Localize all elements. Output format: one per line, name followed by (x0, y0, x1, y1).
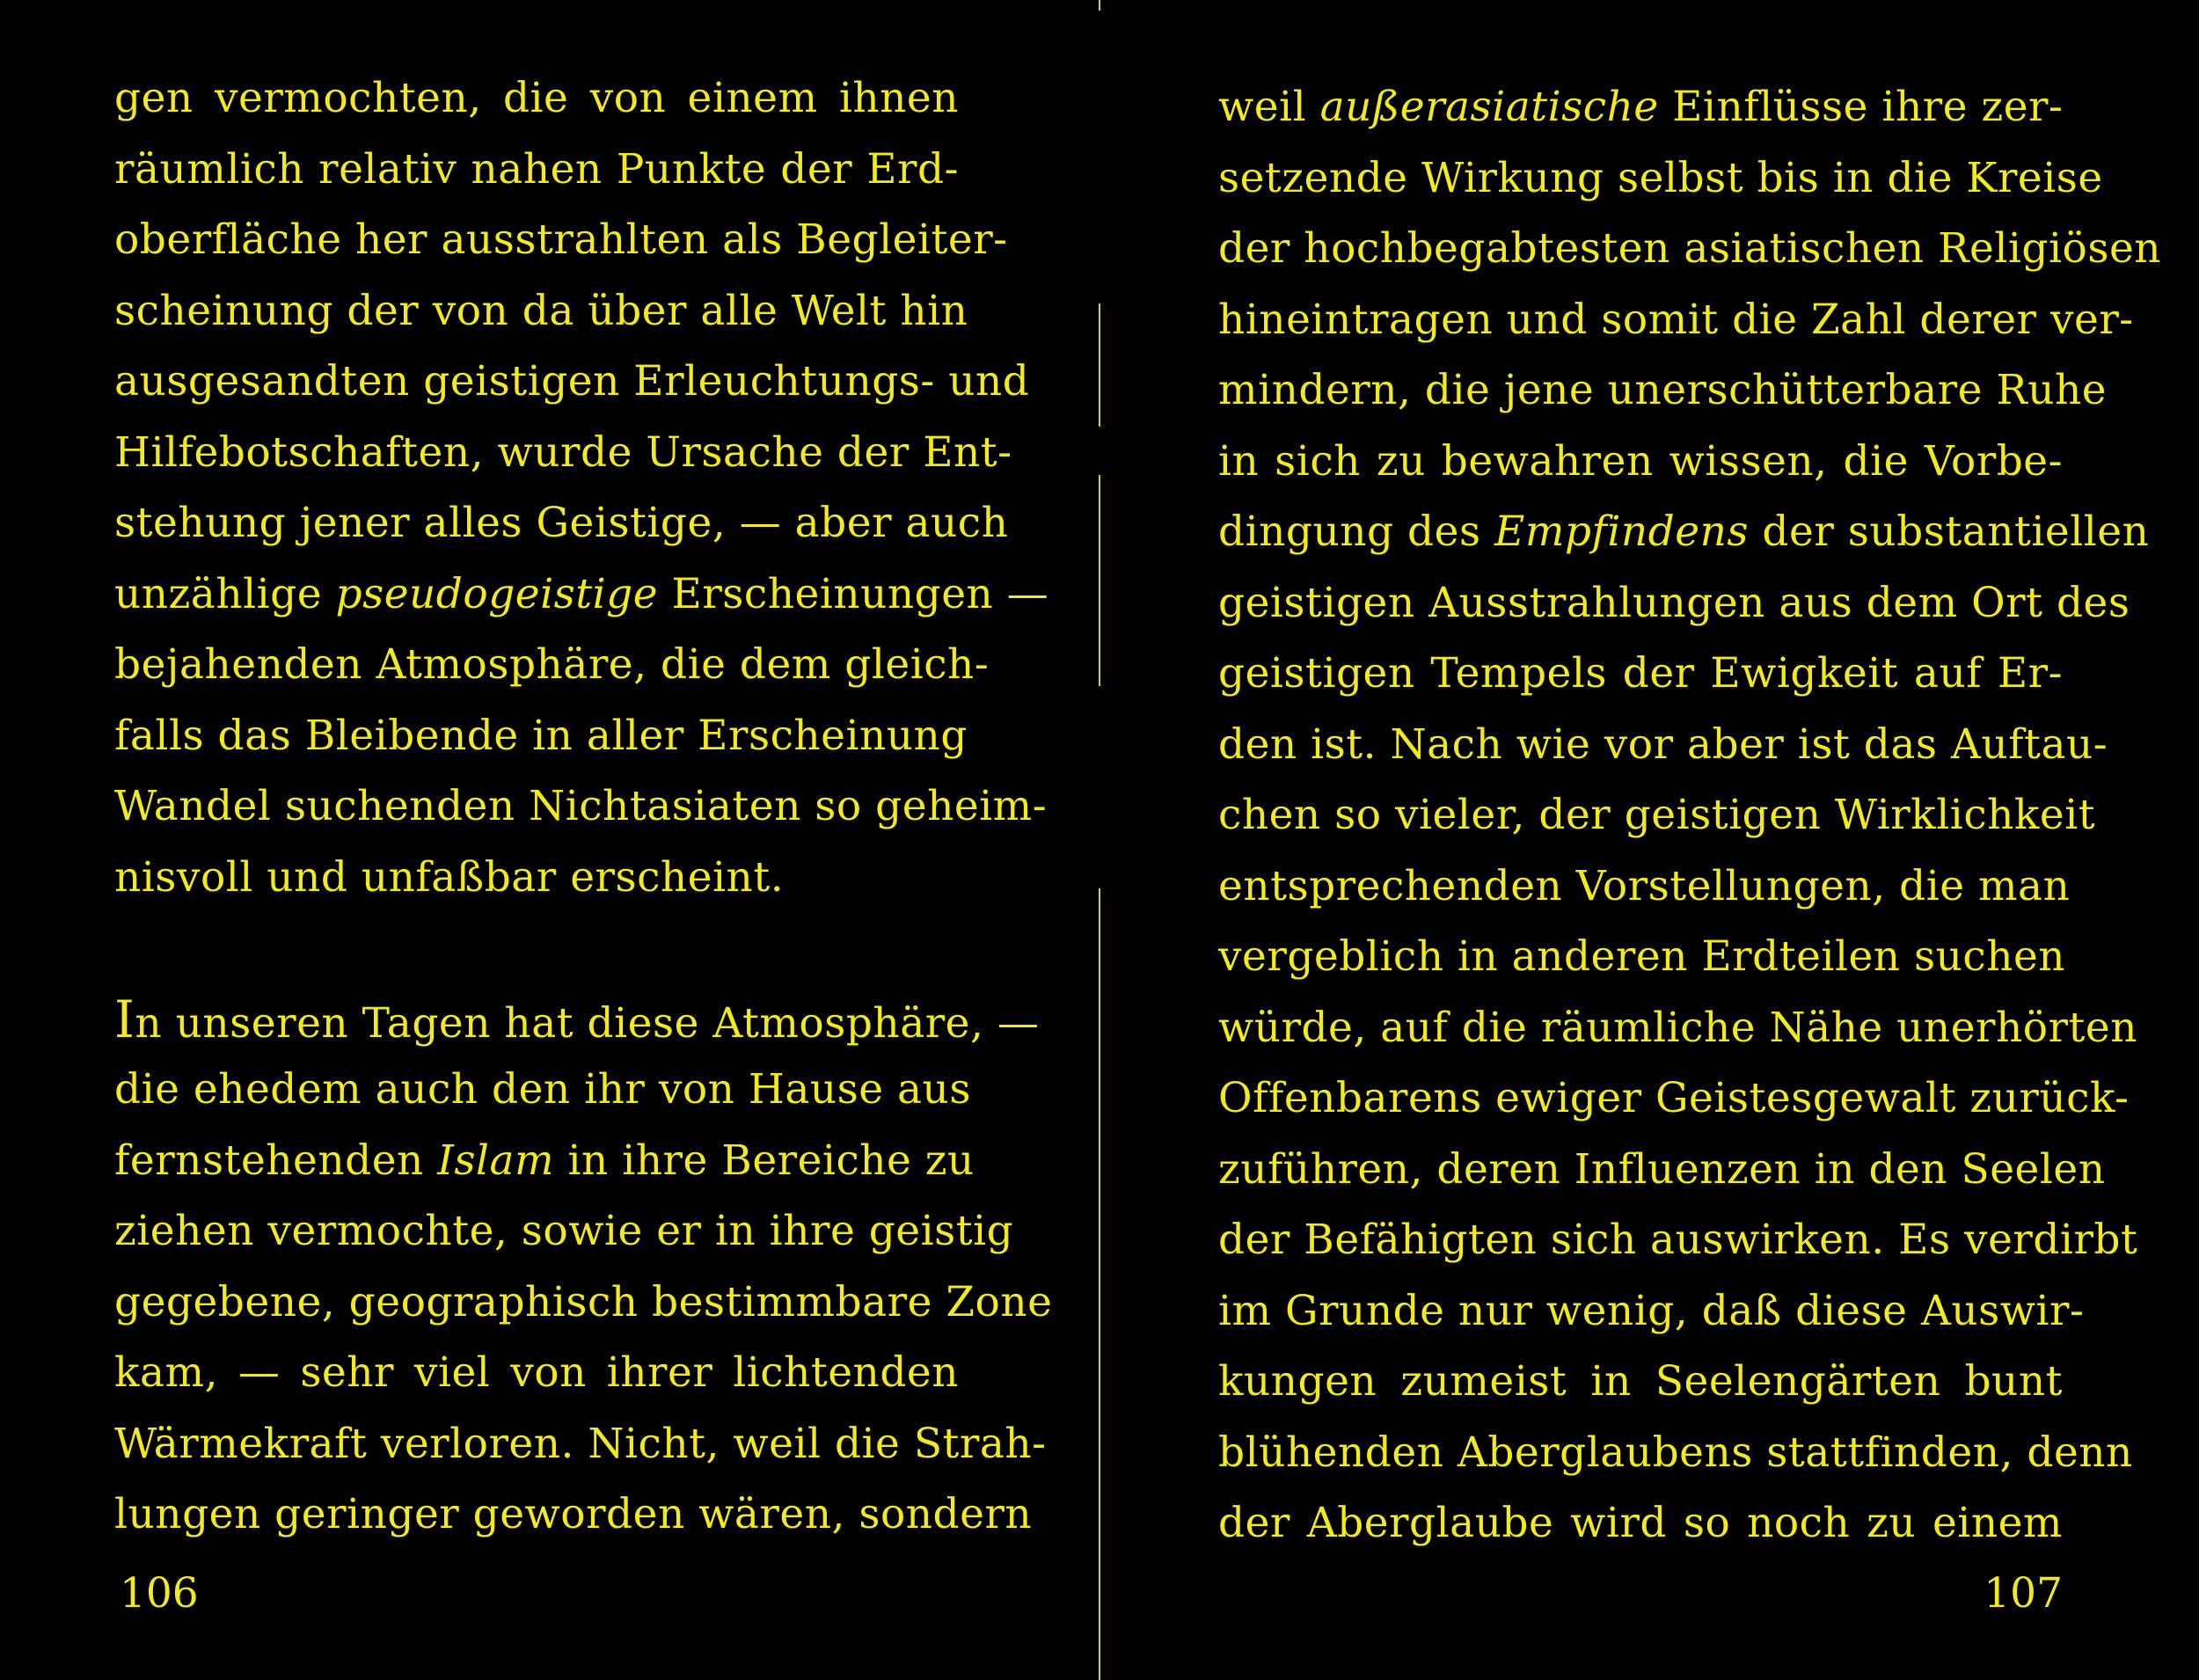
italic-word: pseudogeistige (335, 569, 659, 618)
text-line: zuführen, deren Influenzen in den Seelen (1218, 1144, 2106, 1194)
page-number: 106 (120, 1569, 199, 1618)
text-line: fernstehenden Islam in ihre Bereiche zu (114, 1136, 975, 1185)
text-line: Wärmekraft verloren. Nicht, weil die Strah- (114, 1419, 1047, 1468)
book-gutter (1086, 0, 1113, 1680)
text-line: blühenden Aberglaubens stattfinden, denn (1218, 1428, 2133, 1477)
italic-word: Islam (437, 1136, 555, 1185)
text-line: In unseren Tagen hat diese Atmosphäre, — (114, 989, 1040, 1049)
text-line: gen vermochten, die von einem ihnen (114, 74, 959, 122)
text-line: hineintragen und somit die Zahl derer ver- (1218, 295, 2134, 344)
text-line: Wandel suchenden Nichtasiaten so geheim- (114, 782, 1048, 830)
text-line: geistigen Ausstrahlungen aus dem Ort des (1218, 578, 2130, 627)
text-line: in sich zu bewahren wissen, die Vorbe- (1218, 436, 2063, 486)
paragraph-gap (114, 913, 959, 984)
text-line: nisvoll und unfaßbar erscheint. (114, 852, 785, 902)
gutter-line (1099, 303, 1100, 427)
right-page-text (1218, 72, 2162, 1559)
page-number: 107 (1983, 1569, 2063, 1618)
text-line: gegebene, geographisch bestimmbare Zone (114, 1277, 1053, 1326)
text-line: dingung des Empfindens der substantiellen (1218, 508, 2150, 556)
text-line: entsprechenden Vorstellungen, die man (1218, 861, 2071, 910)
text-line: falls das Bleibende in aller Erscheinung (114, 711, 968, 760)
text-line: den ist. Nach wie vor aber ist das Auftau- (1218, 719, 2108, 769)
text-line: kungen zumeist in Seelengärten bunt (1218, 1357, 2063, 1406)
text-line: geistigen Tempels der Ewigkeit auf Er- (1218, 649, 2063, 698)
text-line: oberfläche her ausstrahlten als Begleiter- (114, 215, 1008, 264)
text-line: Offenbarens ewiger Geistesgewalt zurück- (1218, 1074, 2130, 1122)
text-line: unzählige pseudogeistige Erscheinungen — (114, 569, 1049, 618)
text-line: bejahenden Atmosphäre, die dem gleich- (114, 640, 990, 689)
text-line: der Befähigten sich auswirken. Es verdirbt (1218, 1216, 2138, 1264)
text-line: scheinung der von da über alle Welt hin (114, 286, 968, 335)
text-line: würde, auf die räumliche Nähe unerhörten (1218, 1003, 2137, 1052)
text-line: ziehen vermochte, sowie er in ihre geistig (114, 1207, 1014, 1255)
text-line: setzende Wirkung selbst bis in die Kreise (1218, 153, 2103, 202)
left-page-text (114, 63, 1053, 1551)
text-line: ausgesandten geistigen Erleuchtungs- und (114, 357, 1030, 405)
text-line: im Grunde nur wenig, daß diese Auswir- (1218, 1286, 2085, 1335)
text-line: stehung jener alles Geistige, — aber auch (114, 499, 1009, 547)
text-line: lungen geringer geworden wären, sondern (114, 1490, 1033, 1538)
text-line: weil außerasiatische Einflüsse ihre zer- (1218, 83, 2064, 131)
italic-word: außerasiatische (1319, 83, 1659, 131)
left-page (0, 0, 1086, 1680)
text-line: kam, — sehr viel von ihrer lichtenden (114, 1348, 959, 1397)
right-page (1113, 0, 2199, 1680)
gutter-line (1099, 0, 1100, 11)
gutter-line (1099, 888, 1100, 1680)
text-line: der Aberglaube wird so noch zu einem (1218, 1499, 2063, 1547)
initial-letter: I (114, 989, 135, 1049)
text-line: vergeblich in anderen Erdteilen suchen (1218, 932, 2066, 981)
text-line: chen so vieler, der geistigen Wirklichkeit (1218, 791, 2096, 839)
gutter-line (1099, 475, 1100, 686)
text-line: räumlich relativ nahen Punkte der Erd- (114, 144, 959, 194)
text-line: die ehedem auch den ihr von Hause aus (114, 1065, 971, 1114)
text-line: mindern, die jene unerschütterbare Ruhe (1218, 366, 2108, 414)
italic-word: Empfindens (1494, 508, 1749, 556)
text-line: der hochbegabtesten asiatischen Religiösen (1218, 224, 2162, 273)
text-line: Hilfebotschaften, wurde Ursache der Ent- (114, 427, 1012, 477)
